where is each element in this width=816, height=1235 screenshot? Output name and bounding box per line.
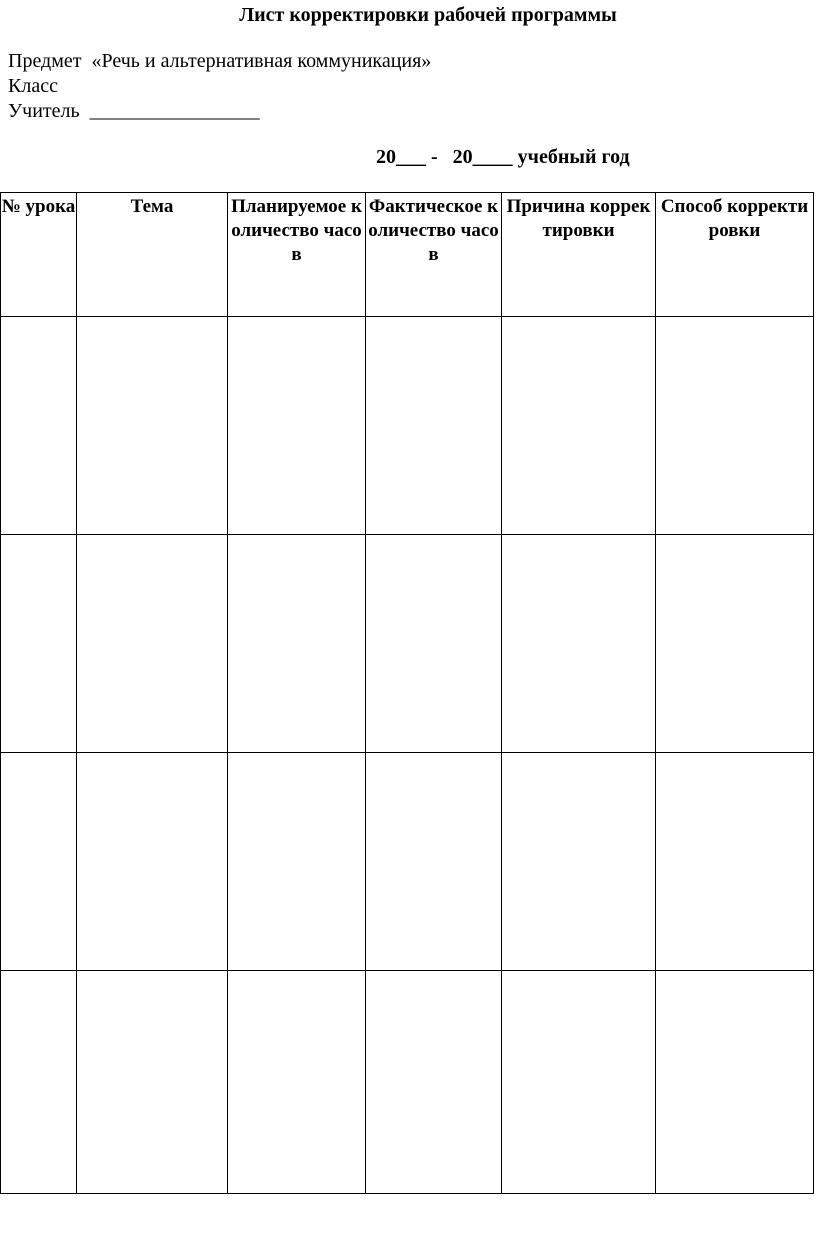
col-header-correction-method: Способ корректировки (656, 193, 814, 317)
col-header-correction-reason: Причина корректировки (502, 193, 656, 317)
table-cell (656, 753, 814, 971)
table-row (1, 971, 814, 1194)
table-cell (366, 317, 502, 535)
table-cell (502, 535, 656, 753)
col-header-lesson-number: № урока (1, 193, 77, 317)
table-cell (77, 535, 228, 753)
col-header-actual-hours: Фактическое количество часов (366, 193, 502, 317)
table-cell (228, 535, 366, 753)
table-cell (228, 753, 366, 971)
table-cell (1, 317, 77, 535)
table-cell (228, 317, 366, 535)
table-cell (228, 971, 366, 1194)
table-row (1, 317, 814, 535)
table-row (1, 535, 814, 753)
table-cell (77, 317, 228, 535)
table-cell (1, 535, 77, 753)
table-cell (656, 535, 814, 753)
table-cell (502, 317, 656, 535)
table-cell (1, 971, 77, 1194)
table-cell (656, 317, 814, 535)
table-cell (366, 753, 502, 971)
table-cell (502, 753, 656, 971)
document-title: Лист корректировки рабочей программы (239, 4, 617, 26)
correction-table (0, 192, 814, 1194)
table-row (1, 753, 814, 971)
table-cell (77, 971, 228, 1194)
table-cell (656, 971, 814, 1194)
table-header-row (1, 193, 814, 317)
teacher-line: Учитель _________________ (8, 100, 260, 122)
academic-year-line: 20___ - 20____ учебный год (376, 146, 630, 168)
class-line: Класс (8, 75, 58, 97)
table-cell (366, 535, 502, 753)
col-header-planned-hours: Планируемое количество часов (228, 193, 366, 317)
col-header-topic: Тема (77, 193, 228, 317)
table-cell (77, 753, 228, 971)
subject-line: Предмет «Речь и альтернативная коммуникация» (8, 50, 432, 72)
table-cell (502, 971, 656, 1194)
table-cell (366, 971, 502, 1194)
table-cell (1, 753, 77, 971)
